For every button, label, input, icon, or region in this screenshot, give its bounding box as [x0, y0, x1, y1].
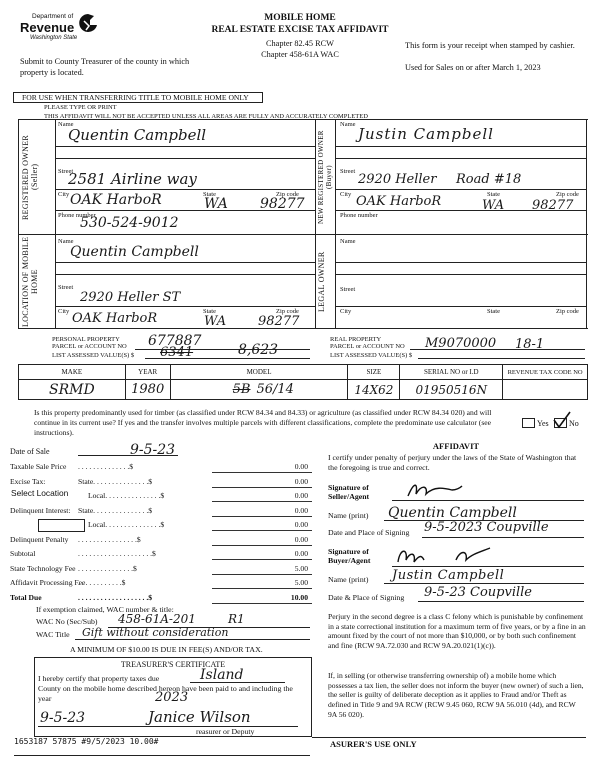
location-street: 2920 Heller ST [80, 290, 181, 305]
receipt-note: This form is your receipt when stamped by cashier. [405, 41, 575, 50]
logo-line3: Washington State [30, 35, 78, 41]
tax-row-dots: Local. . . . . . . . . . . . . . .$ [88, 520, 165, 529]
treasurer-sig-line [38, 726, 298, 727]
location-city: OAK HarboR [72, 311, 158, 326]
seller-city-label: City [58, 191, 70, 198]
seller-print-value: Quentin Campbell [388, 505, 517, 521]
buyer-signature-mark [394, 542, 504, 568]
location-city-label: City [58, 308, 70, 315]
submit-note: Submit to County Treasurer of the county in which property is located. [20, 57, 190, 77]
tax-row-dots: . . . . . . . . . . . . . . . .$ [78, 534, 141, 544]
stamp-bottom-line [14, 755, 310, 756]
tax-row-underline [212, 559, 312, 560]
logo-line2: Revenue [20, 20, 75, 35]
tax-row-value[interactable]: 10.00 [290, 592, 308, 602]
seller-date-place-line [422, 537, 584, 538]
tax-row [10, 549, 312, 561]
local-interest-select[interactable] [38, 519, 85, 532]
real-parcel-label: REAL PROPERTY [330, 336, 382, 343]
tax-row-label: Taxable Sale Price [10, 462, 67, 471]
cell-taxcode [503, 380, 588, 400]
seller-print-label: Name (print) [328, 511, 369, 520]
buyer-side-label: NEW REGISTERED OWNER (Buyer) [317, 130, 333, 224]
date-of-sale-label: Date of Sale [10, 447, 50, 456]
tax-row-value[interactable]: 0.00 [294, 520, 308, 529]
treasurer-sig-label: reasurer or Deputy [196, 727, 255, 736]
legal-name-label: Name [340, 238, 356, 245]
seller-row2-line [55, 158, 315, 159]
tax-row-underline [212, 530, 312, 531]
tax-row-dots: . . . . . . . . . . . . . .$ [78, 462, 134, 471]
seller-signature-label: Signature of Seller/Agent [328, 483, 370, 501]
tax-row-underline [212, 516, 312, 517]
location-name-label: Name [58, 238, 74, 245]
exemption-label: If exemption claimed, WAC number & title: [36, 605, 174, 614]
banner-text: FOR USE WHEN TRANSFERRING TITLE TO MOBILE HOME ONLY [22, 93, 249, 102]
real-parcel-value: M9070000 [425, 336, 497, 351]
buyer-street-line [335, 189, 586, 190]
legal-street-label: Street [340, 286, 356, 293]
seller-state-label: State [203, 191, 216, 198]
personal-parcel-label: PERSONAL PROPERTY [52, 336, 120, 343]
tax-row [10, 462, 312, 474]
treasurer-line1: I hereby certify that property taxes due [38, 674, 160, 683]
grid-right-border [586, 119, 587, 329]
tax-row-dots: . . . . . . . . . . . . . . .$ [78, 563, 137, 573]
wac-title-value: Gift without consideration [82, 626, 229, 639]
lien-text: If, in selling (or otherwise transferring ownership of) a mobile home which possesses a tax lien, the seller does not inform the buyer (new owner) of such a lien, the seller is guilty of deliberate deception as it applies to Fraud and/or Theft as defined in Title 9 and 9A RCW (RCW 9.45 060, RCW 9A 56.010 (4d), and RCW 9A 56 020). [328, 671, 584, 719]
location-street-label: Street [58, 284, 74, 291]
treasurer-signature: Janice Wilson [148, 708, 251, 726]
col-taxcode-header: REVENUE TAX CODE NO [503, 365, 588, 380]
personal-assessed-line [145, 358, 310, 359]
grid-mid-line [18, 234, 588, 235]
col-serial-header: SERIAL NO or I.D [400, 365, 503, 380]
tax-row-label: Total Due [10, 592, 42, 602]
grid-middle-divider [315, 119, 316, 329]
buyer-city-label: City [340, 191, 352, 198]
tax-row-label: Delinquent Penalty [10, 534, 69, 544]
tax-row-value[interactable]: 0.00 [294, 476, 308, 486]
personal-assessed-value: 8,623 [238, 342, 279, 358]
real-parcel-line [410, 349, 585, 350]
tax-row-dots: Local. . . . . . . . . . . . . . .$ [88, 491, 165, 500]
cell-model-struck: 5B [232, 382, 251, 397]
cell-serial: 01950516N [400, 380, 503, 400]
legal-city-label: City [340, 308, 352, 315]
receipt-stamp: 1653187 57875 #9/5/2023 10.00# [14, 737, 159, 746]
location-name: Quentin Campbell [70, 244, 199, 260]
seller-street-label: Street [58, 168, 74, 175]
tax-row-value[interactable]: 0.00 [294, 505, 308, 515]
legal-side-label: LEGAL OWNER [317, 251, 326, 313]
legal-row2-line [335, 274, 586, 275]
tax-row [10, 506, 312, 518]
minimum-note: A MINIMUM OF $10.00 IS DUE IN FEE(S) AND/OR TAX. [70, 645, 263, 654]
perjury-text [328, 612, 586, 651]
grid-top-line [18, 119, 588, 120]
tax-row-label: Delinquent Interest: [10, 505, 71, 515]
chapter-rcw: Chapter 82.45 RCW [266, 39, 334, 48]
buyer-signature-label: Signature of Buyer/Agent [328, 547, 371, 565]
seller-city-line [55, 210, 315, 211]
cell-size: 14X62 [348, 380, 400, 400]
tax-row-value[interactable]: 0.00 [294, 491, 308, 500]
tax-row-value[interactable]: 5.00 [294, 563, 308, 573]
legal-name-line [335, 262, 586, 263]
grid-bottom-line [18, 328, 588, 329]
cell-make: SRMD [19, 380, 126, 400]
tax-row-dots: . . . . . . . . . . . . . . . . . . . .$ [78, 549, 156, 558]
treasurer-use-line [312, 737, 586, 738]
location-street-line [55, 306, 315, 307]
grid-left-inner [55, 119, 56, 329]
col-size-header: SIZE [348, 365, 400, 380]
date-of-sale-value: 9-5-23 [130, 442, 176, 458]
instruction-2: THIS AFFIDAVIT WILL NOT BE ACCEPTED UNLESS ALL AREAS ARE FULLY AND ACCURATELY COMPLETED [44, 113, 368, 120]
legal-street-line [335, 306, 586, 307]
grid-right-inner [335, 119, 336, 329]
col-model-header: MODEL [170, 365, 348, 380]
location-state-label: State [203, 308, 216, 315]
personal-assessed-label: LIST ASSESSED VALUE(S) $ [52, 352, 135, 359]
tax-row [10, 564, 312, 576]
seller-zip-label: Zip code [276, 191, 299, 198]
treasurer-county-line [190, 682, 285, 683]
buyer-state-label: State [487, 191, 500, 198]
buyer-city: OAK HarboR [356, 194, 442, 209]
cell-model-value: 56/14 [256, 382, 294, 397]
timber-no-label: No [569, 419, 579, 428]
tax-row-label: Subtotal [10, 549, 36, 558]
tax-row [10, 578, 312, 590]
seller-state: WA [204, 196, 228, 212]
seller-street: 2581 Airline way [68, 170, 197, 188]
treasurer-year: 2023 [155, 690, 189, 705]
legal-state-label: State [487, 308, 500, 315]
select-location-control[interactable]: Select Location [11, 488, 69, 498]
seller-street-line [55, 189, 315, 190]
tax-row-dots: . . . . . . . . . . . . . . . . . . .$ [78, 592, 153, 602]
cell-year: 1980 [125, 380, 170, 400]
real-assessed-label: LIST ASSESSED VALUE(S) $ [330, 352, 413, 359]
tax-row-underline [212, 501, 312, 502]
real-parcel-label-2: PARCEL or ACCOUNT NO [330, 343, 405, 350]
location-name-line [55, 262, 315, 263]
tax-row-underline [212, 574, 312, 575]
seller-date-place-value: 9-5-2023 Coupville [424, 520, 549, 535]
seller-zip: 98277 [260, 196, 305, 212]
buyer-print-line [384, 583, 584, 584]
col-make-header: MAKE [19, 365, 126, 380]
buyer-row2-line [335, 158, 586, 159]
tax-row-underline [212, 588, 312, 589]
affidavit-text: I certify under penalty of perjury under the laws of the State of Washington that the foregoing is true and correct. [328, 453, 577, 472]
treasurer-title: TREASURER'S CERTIFICATE [120, 660, 226, 669]
tax-row [10, 477, 312, 489]
location-zip: 98277 [258, 314, 300, 329]
buyer-name-label: Name [340, 121, 356, 128]
buyer-date-place-label: Date & Place of Signing [328, 593, 405, 602]
buyer-name-line [335, 146, 586, 147]
treasurer-county: Island [200, 667, 244, 683]
treasurer-date: 9-5-23 [40, 710, 86, 726]
buyer-name: Justin Campbell [358, 125, 494, 143]
seller-city: OAK HarboR [70, 192, 162, 208]
tax-row-dots: State. . . . . . . . . . . . . . .$ [78, 476, 153, 486]
seller-phone: 530-524-9012 [80, 215, 179, 231]
buyer-print-value: Justin Campbell [392, 568, 505, 583]
buyer-state: WA [482, 198, 505, 213]
buyer-street: 2920 Heller [358, 172, 437, 187]
tax-row-underline [212, 487, 312, 488]
location-side-label: LOCATION OF MOBILE HOME [21, 236, 39, 328]
form-title-2: REAL ESTATE EXCISE TAX AFFIDAVIT [211, 25, 389, 35]
wac-title-label: WAC Title [36, 630, 70, 639]
buyer-city-line [335, 210, 586, 211]
tax-row-label: Excise Tax: [10, 476, 46, 486]
buyer-date-place-value: 9-5-23 Coupville [424, 585, 532, 600]
personal-parcel-value: 677887 [148, 333, 202, 349]
tax-row-value[interactable]: 5.00 [294, 578, 308, 587]
timber-yes-label: Yes [537, 419, 549, 428]
buyer-print-label: Name (print) [328, 575, 369, 584]
buyer-zip: 98277 [532, 198, 574, 213]
wac-no-label: WAC No (Sec/Sub) [36, 617, 98, 626]
wac-no-value: 458-61A-201 [118, 612, 196, 626]
logo-line1: Department of [32, 13, 74, 20]
seller-signature-line [392, 500, 584, 501]
timber-yes-checkbox[interactable] [522, 418, 535, 428]
seller-name: Quentin Campbell [68, 126, 207, 144]
personal-assessed-struck: 6341 [160, 345, 194, 360]
wac-no-extra: R1 [228, 612, 245, 626]
tax-row-value[interactable]: 0.00 [294, 549, 308, 558]
tax-row [10, 535, 312, 547]
buyer-street-extra: Road #18 [456, 172, 522, 187]
tax-row-value[interactable]: 0.00 [294, 534, 308, 544]
buyer-signature-line [392, 566, 584, 567]
seller-phone-label: Phone number [58, 212, 96, 219]
buyer-date-place-line [418, 601, 584, 602]
location-state: WA [204, 314, 227, 329]
wac-title-line [75, 639, 310, 640]
tax-row [10, 593, 312, 605]
timber-question: Is this property predominantly used for timber (as classified under RCW 84.34 and 84.33) or agriculture (as classified under RCW 84.34 020) and will continue in its current use? If yes and the transfer involves multiple parcels with different classifications, complete the predominate use calculator (see instructions). [34, 408, 492, 437]
tax-row-underline [212, 472, 312, 473]
seller-name-line [55, 146, 315, 147]
sales-note: Used for Sales on or after March 1, 2023 [405, 63, 541, 72]
personal-parcel-label-2: PARCEL or ACCOUNT NO [52, 343, 127, 350]
treasurer-line2: County on the mobile home described hereon have been paid to and including the year [38, 684, 293, 703]
buyer-street-label: Street [340, 168, 356, 175]
buyer-phone-label: Phone number [340, 212, 378, 219]
grid-left-border [18, 119, 19, 329]
real-parcel-suffix: 18-1 [515, 337, 545, 352]
tax-row-label: State Technology Fee [10, 563, 76, 573]
form-title-1: MOBILE HOME [264, 13, 336, 23]
location-zip-label: Zip code [276, 308, 299, 315]
col-year-header: YEAR [125, 365, 170, 380]
affidavit-title: AFFIDAVIT [432, 441, 480, 451]
tax-row-underline [212, 545, 312, 546]
treasurer-use-only: ASURER'S USE ONLY [330, 739, 417, 749]
legal-zip-label: Zip code [556, 308, 579, 315]
tax-row-underline [212, 603, 312, 604]
location-row2-line [55, 274, 315, 275]
tax-row-dots: State. . . . . . . . . . . . . . .$ [78, 505, 153, 515]
real-assessed-line [418, 358, 585, 359]
instruction-1: PLEASE TYPE OR PRINT [44, 104, 117, 111]
seller-date-place-label: Date and Place of Signing [328, 528, 410, 537]
mobile-home-table [18, 364, 588, 400]
seller-side-label: REGISTERED OWNER (Seller) [21, 134, 39, 220]
seller-name-label: Name [58, 121, 74, 128]
cell-model [170, 380, 348, 400]
chapter-wac: Chapter 458-61A WAC [261, 50, 339, 59]
buyer-zip-label: Zip code [556, 191, 579, 198]
tax-row-dots: . . . . . . . . . . . .$ [78, 578, 126, 587]
perjury-body: Perjury in the second degree is a class C felony which is punishable by confinement in a state correctional institution for a maximum term of five years, or by a fine in an amount fixed by the court of not more than $10,000, or by both such confinement and fine (RCW 9A.72.030 and RCW 9A.20.021(1)(c)). [328, 612, 586, 651]
seller-signature-mark [404, 478, 464, 502]
tax-row-label: Affidavit Processing Fee [10, 578, 86, 587]
date-of-sale-line [78, 455, 178, 456]
tax-row-value[interactable]: 0.00 [294, 462, 308, 471]
